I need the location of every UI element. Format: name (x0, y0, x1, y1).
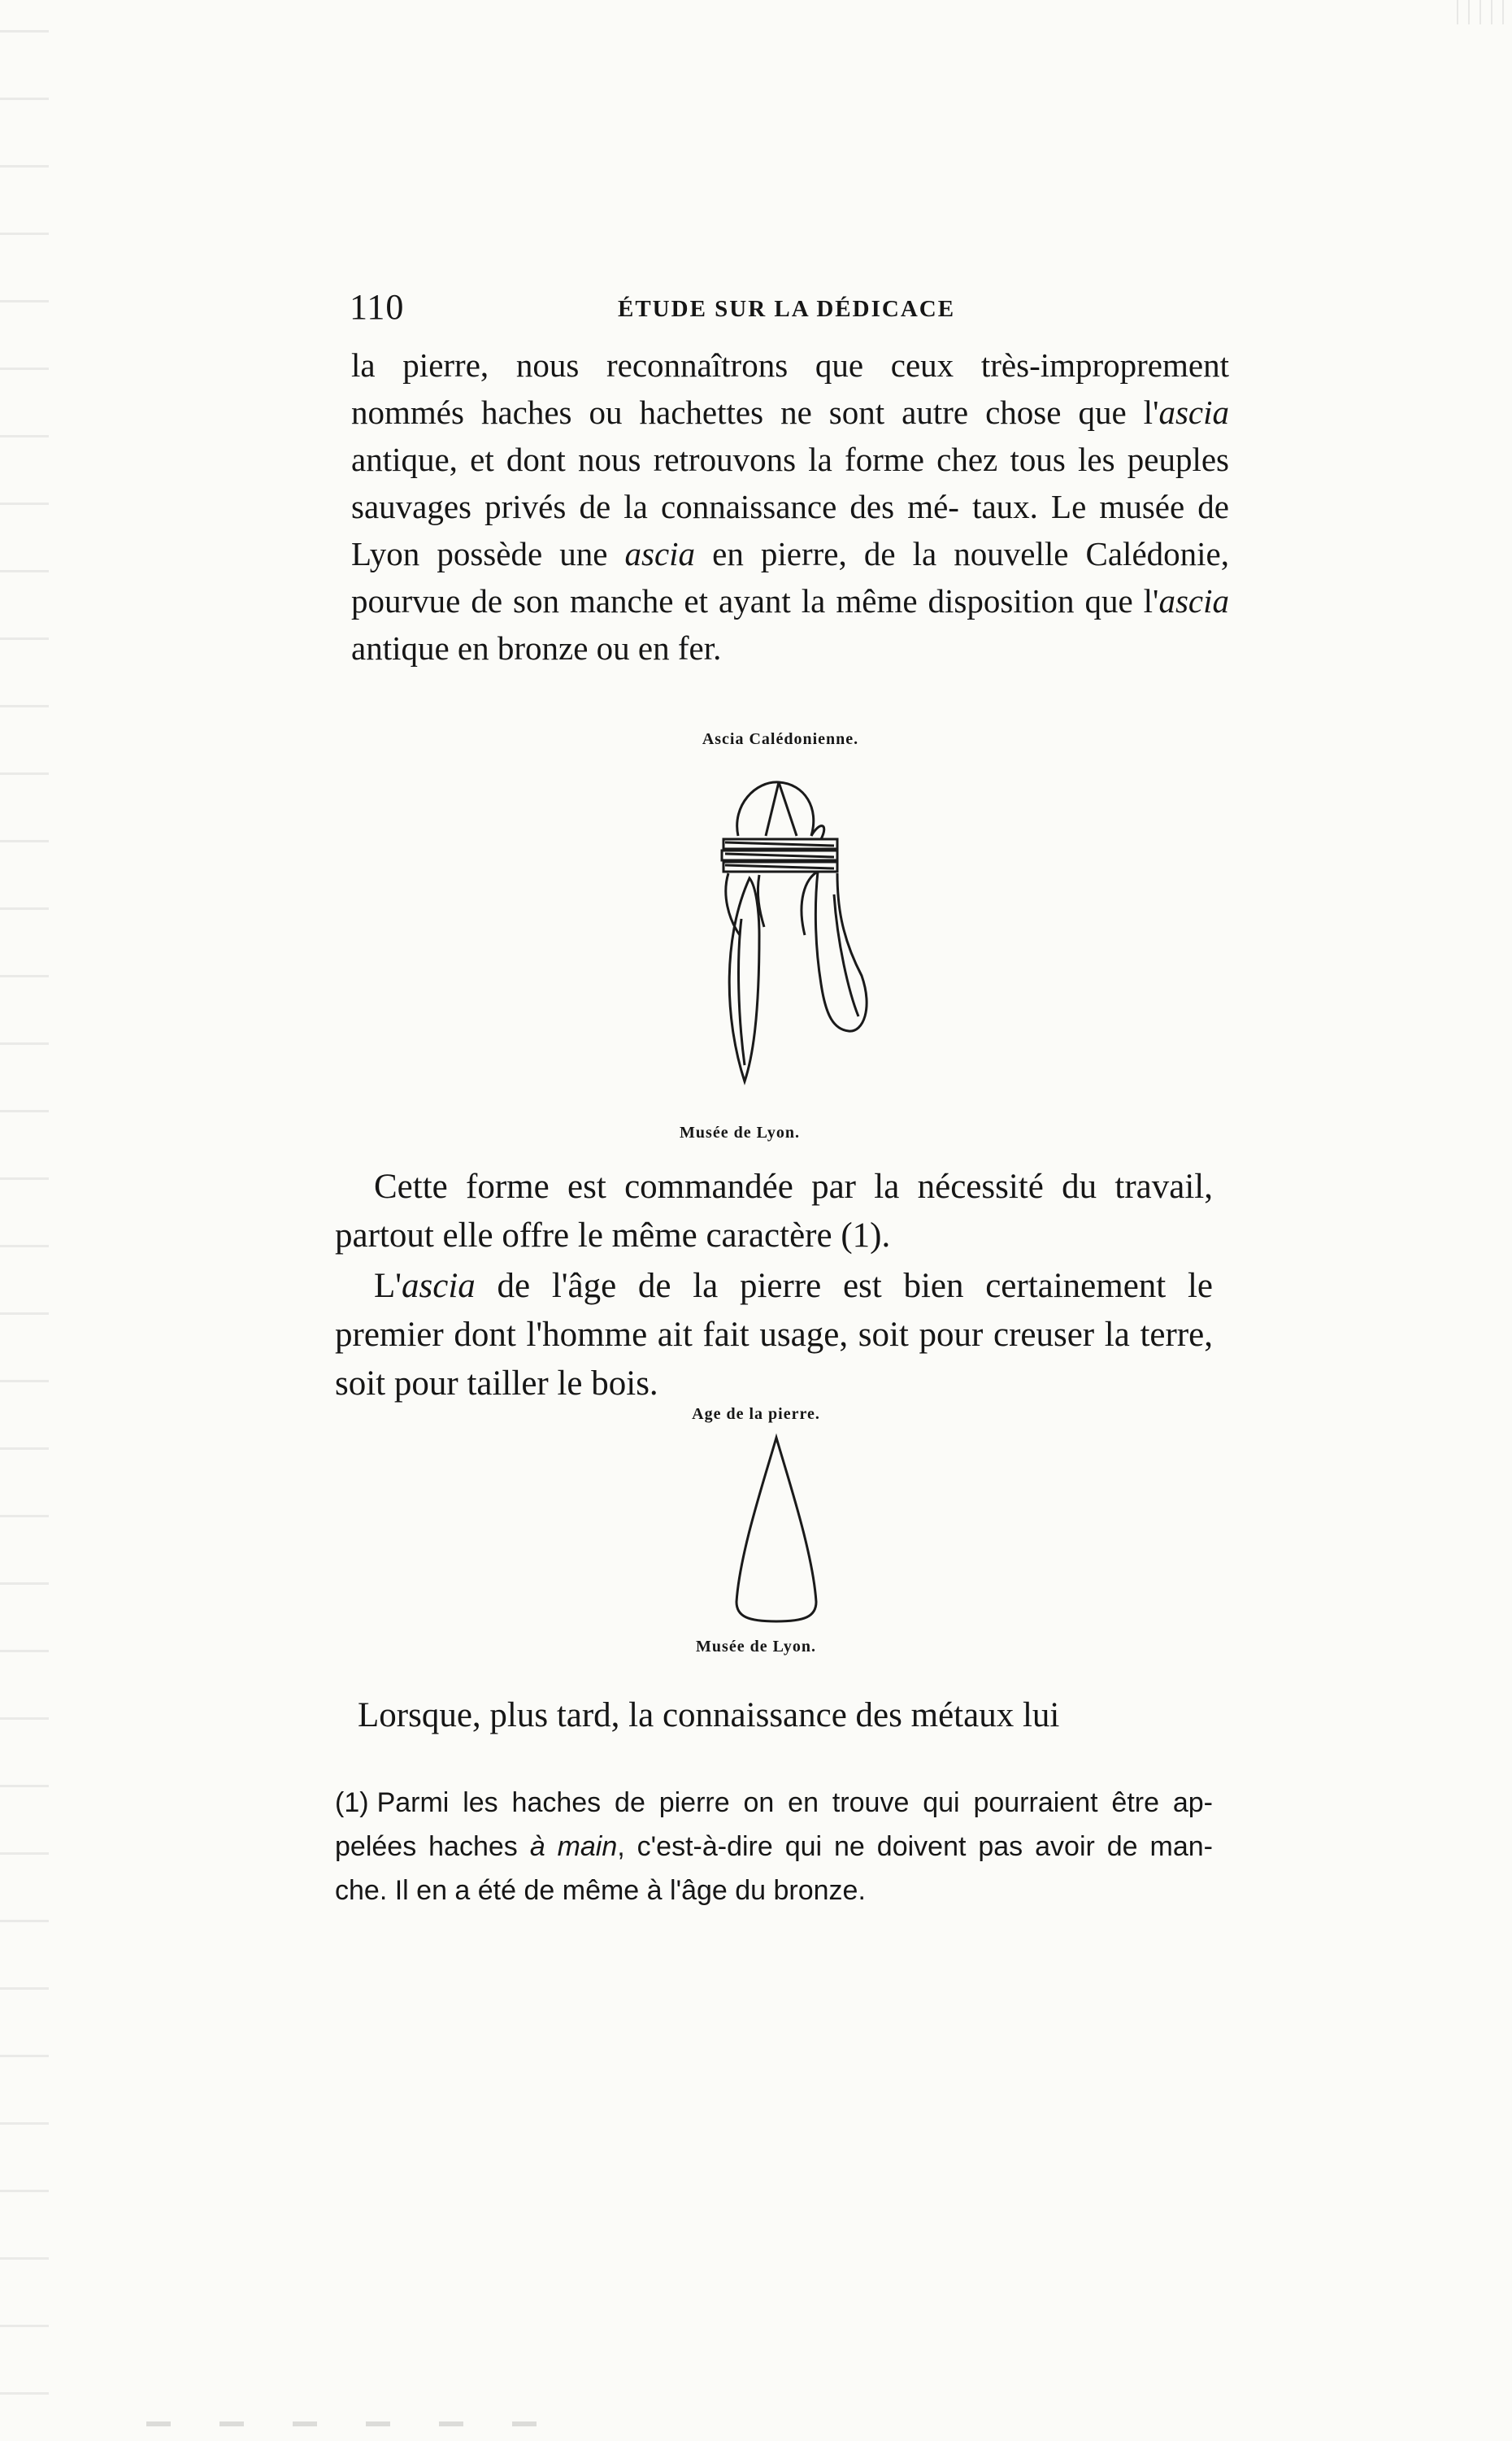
page-number: 110 (350, 287, 405, 327)
paragraph-1: la pierre, nous reconnaîtrons que ceux très-improprement nommés haches ou hachettes ne sont autre chose que l'ascia antique, et dont nous retrouvons la forme chez tous les peuples sauvages privés de la connaissance des mé- taux. Le musée de Lyon possède une ascia en pierre, de la nouvelle Calédonie, pourvue de son manche et ayant la même disposition que l'ascia antique en bronze ou en fer. (351, 346, 1229, 667)
ascia-caledonienne-illustration (675, 772, 886, 1098)
figure-2-credit: Musée de Lyon. (696, 1638, 816, 1656)
figure-1-credit: Musée de Lyon. (680, 1124, 800, 1142)
page-header (350, 286, 1236, 335)
footnote: (1) Parmi les haches de pierre on en trouve qui pourraient être ap- pelées haches à main, c'est-à-dire qui ne doivent pas avoir de man- che. Il en a été de même à l'âge du bronze. (335, 1787, 1213, 1906)
footnote-marker: (1) (335, 1787, 369, 1818)
figure-1-title: Ascia Calédonienne. (702, 730, 859, 748)
paragraph-4: Lorsque, plus tard, la connaissance des métaux lui (358, 1696, 1060, 1734)
paragraph-2: Cette forme est commandée par la nécessité du travail, partout elle offre le même caractère (1). (335, 1168, 1213, 1255)
figure-2-title: Age de la pierre. (692, 1405, 820, 1423)
scan-edge-right (1447, 0, 1512, 24)
paragraph-3: L'ascia de l'âge de la pierre est bien certainement le premier dont l'homme ait fait usage, soit pour creuser la terre, soit pour tailler le bois. (335, 1267, 1213, 1403)
scan-edge-left (0, 0, 49, 2441)
stone-axe-illustration (715, 1431, 837, 1626)
running-head: ÉTUDE SUR LA DÉDICACE (618, 296, 956, 322)
scan-edge-bottom (146, 2421, 569, 2426)
